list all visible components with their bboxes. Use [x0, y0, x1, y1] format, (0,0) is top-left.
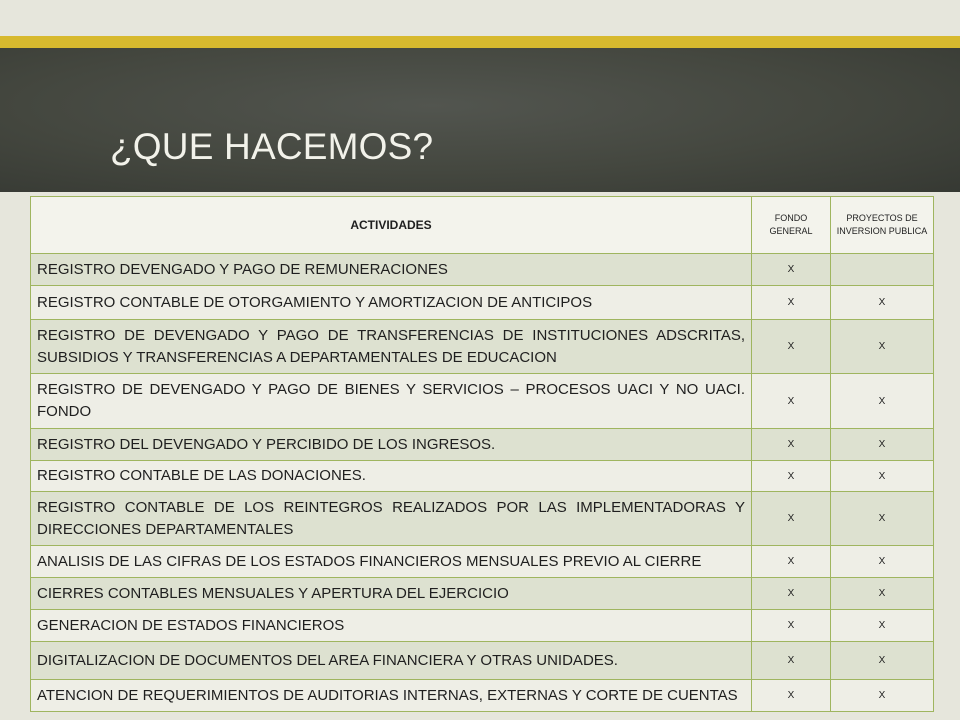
proyectos-cell: X: [831, 546, 934, 578]
fondo-general-cell: X: [752, 680, 831, 712]
table-header-row: [31, 197, 934, 254]
slide-title: ¿QUE HACEMOS?: [110, 126, 434, 167]
fondo-general-cell: X: [752, 429, 831, 461]
table-row: [31, 320, 934, 374]
proyectos-cell: X: [831, 578, 934, 610]
table-row: [31, 610, 934, 642]
activity-cell: REGISTRO CONTABLE DE LOS REINTEGROS REALIZADOS POR LAS IMPLEMENTADORAS Y DIRECCIONES DEPARTAMENTALES: [31, 492, 752, 546]
proyectos-cell: X: [831, 680, 934, 712]
table-row: [31, 642, 934, 680]
proyectos-cell: X: [831, 429, 934, 461]
accent-bar: [0, 36, 960, 48]
header-proyectos: PROYECTOS DE INVERSION PUBLICA: [831, 197, 934, 254]
fondo-general-cell: X: [752, 642, 831, 680]
activity-cell: ATENCION DE REQUERIMIENTOS DE AUDITORIAS INTERNAS, EXTERNAS Y CORTE DE CUENTAS: [31, 680, 752, 712]
fondo-general-cell: X: [752, 254, 831, 286]
activity-cell: DIGITALIZACION DE DOCUMENTOS DEL AREA FINANCIERA Y OTRAS UNIDADES.: [31, 642, 752, 680]
activity-cell: REGISTRO CONTABLE DE LAS DONACIONES.: [31, 461, 752, 492]
table-row: [31, 254, 934, 286]
fondo-general-cell: X: [752, 286, 831, 320]
fondo-general-cell: X: [752, 492, 831, 546]
table-row: [31, 374, 934, 429]
table-row: [31, 461, 934, 492]
header-fondo-general: FONDO GENERAL: [752, 197, 831, 254]
fondo-general-cell: X: [752, 578, 831, 610]
proyectos-cell: X: [831, 461, 934, 492]
fondo-general-cell: X: [752, 610, 831, 642]
activity-cell: REGISTRO CONTABLE DE OTORGAMIENTO Y AMORTIZACION DE ANTICIPOS: [31, 286, 752, 320]
table-row: [31, 286, 934, 320]
table-row: [31, 546, 934, 578]
table-row: [31, 492, 934, 546]
activity-cell: REGISTRO DEVENGADO Y PAGO DE REMUNERACIONES: [31, 254, 752, 286]
top-strip: [0, 0, 960, 36]
activity-cell: CIERRES CONTABLES MENSUALES Y APERTURA DEL EJERCICIO: [31, 578, 752, 610]
activities-table: [30, 196, 934, 712]
title-panel: [0, 48, 960, 192]
proyectos-cell: X: [831, 286, 934, 320]
activity-cell: REGISTRO DEL DEVENGADO Y PERCIBIDO DE LOS INGRESOS.: [31, 429, 752, 461]
table-row: [31, 578, 934, 610]
proyectos-cell: X: [831, 610, 934, 642]
proyectos-cell: X: [831, 492, 934, 546]
table-row: [31, 429, 934, 461]
activity-cell: REGISTRO DE DEVENGADO Y PAGO DE BIENES Y SERVICIOS – PROCESOS UACI Y NO UACI. FONDO: [31, 374, 752, 429]
proyectos-cell: X: [831, 642, 934, 680]
fondo-general-cell: X: [752, 461, 831, 492]
fondo-general-cell: X: [752, 546, 831, 578]
table-row: [31, 680, 934, 712]
proyectos-cell: [831, 254, 934, 286]
activity-cell: ANALISIS DE LAS CIFRAS DE LOS ESTADOS FINANCIEROS MENSUALES PREVIO AL CIERRE: [31, 546, 752, 578]
header-activities: ACTIVIDADES: [31, 197, 752, 254]
proyectos-cell: X: [831, 374, 934, 429]
proyectos-cell: X: [831, 320, 934, 374]
activity-cell: GENERACION DE ESTADOS FINANCIEROS: [31, 610, 752, 642]
fondo-general-cell: X: [752, 320, 831, 374]
fondo-general-cell: X: [752, 374, 831, 429]
activity-cell: REGISTRO DE DEVENGADO Y PAGO DE TRANSFERENCIAS DE INSTITUCIONES ADSCRITAS, SUBSIDIOS Y TRANSFERENCIAS A DEPARTAMENTALES DE EDUCACION: [31, 320, 752, 374]
